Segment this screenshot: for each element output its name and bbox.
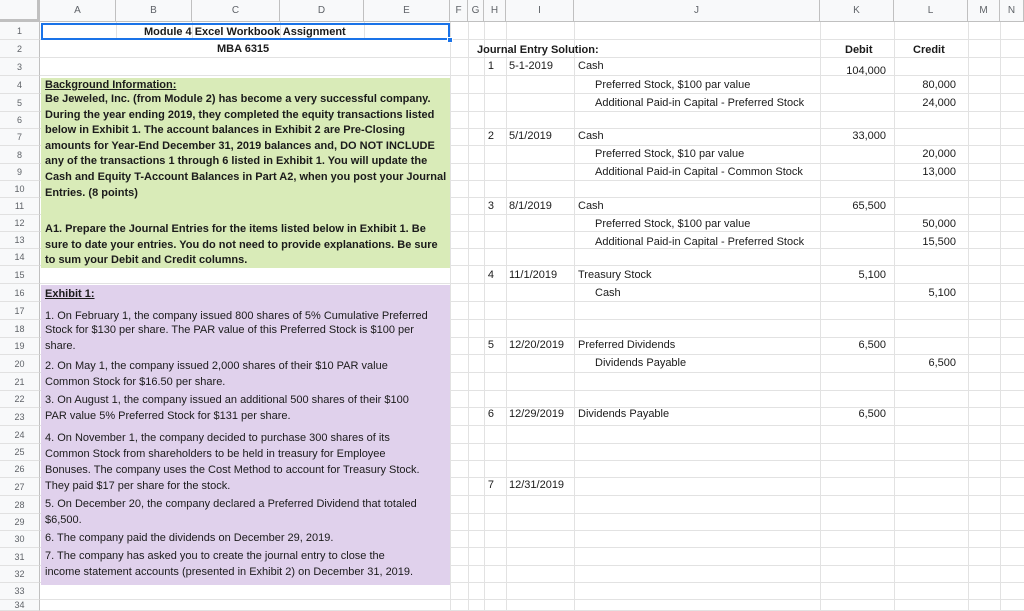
exhibit-line: Common Stock from shareholders to be held in treasury for Employee (45, 448, 386, 460)
column-header-i[interactable]: I (506, 0, 574, 22)
debit-amount: 33,000 (852, 130, 886, 142)
exhibit-line: 3. On August 1, the company issued an additional 500 shares of their $100 (45, 394, 409, 406)
column-header-a[interactable]: A (40, 0, 116, 22)
debit-account: Dividends Payable (578, 408, 670, 420)
background-line: any of the transactions 1 through 6 listed in Exhibit 1. You will update the (45, 155, 428, 168)
entry-number: 7 (487, 479, 494, 491)
a1-line: A1. Prepare the Journal Entries for the items listed below in Exhibit 1. Be (45, 223, 426, 235)
row-header-28[interactable]: 28 (0, 496, 40, 514)
row-header-2[interactable]: 2 (0, 40, 40, 58)
grid-vline (574, 22, 575, 611)
credit-account: Cash (595, 287, 621, 299)
entry-date: 5-1-2019 (509, 60, 554, 72)
exhibit-line: PAR value 5% Preferred Stock for $131 per share. (45, 410, 291, 422)
background-line: During the year ending 2019, they completed the equity transactions listed (45, 108, 435, 121)
credit-amount: 13,000 (922, 166, 956, 178)
debit-amount: 6,500 (858, 408, 886, 420)
row-header-15[interactable]: 15 (0, 266, 40, 284)
credit-amount: 20,000 (922, 148, 956, 160)
grid-vline (968, 22, 969, 611)
row-header-12[interactable]: 12 (0, 215, 40, 232)
credit-account: Preferred Stock, $100 par value (595, 79, 751, 91)
exhibit-line: 1. On February 1, the company issued 800 shares of 5% Cumulative Preferred (45, 310, 428, 322)
credit-account: Preferred Stock, $10 par value (595, 148, 745, 160)
background-line: Entries. (8 points) (45, 186, 138, 199)
column-header-e[interactable]: E (364, 0, 450, 22)
row-header-31[interactable]: 31 (0, 548, 40, 566)
row-header-34[interactable]: 34 (0, 600, 40, 611)
sheet-subtitle: MBA 6315 (217, 43, 270, 55)
row-header-7[interactable]: 7 (0, 129, 40, 146)
column-header-c[interactable]: C (192, 0, 280, 22)
entry-number: 1 (487, 60, 494, 72)
debit-header: Debit (845, 44, 873, 56)
row-header-19[interactable]: 19 (0, 338, 40, 355)
credit-account: Preferred Stock, $100 par value (595, 218, 751, 230)
column-header-n[interactable]: N (1000, 0, 1024, 22)
entry-date: 12/29/2019 (509, 408, 565, 420)
row-header-6[interactable]: 6 (0, 112, 40, 129)
credit-amount: 6,500 (928, 357, 956, 369)
a1-line: to sum your Debit and Credit columns. (45, 254, 248, 267)
row-header-27[interactable]: 27 (0, 478, 40, 496)
entry-number: 3 (487, 200, 494, 212)
exhibit-line: $6,500. (45, 514, 82, 526)
exhibit-line: Bonuses. The company uses the Cost Method to account for Treasury Stock. (45, 464, 420, 476)
entry-number: 6 (487, 408, 494, 420)
exhibit-line: 4. On November 1, the company decided to purchase 300 shares of its (45, 432, 390, 444)
row-header-26[interactable]: 26 (0, 461, 40, 478)
row-header-16[interactable]: 16 (0, 284, 40, 302)
column-header-j[interactable]: J (574, 0, 820, 22)
debit-account: Cash (578, 130, 604, 142)
background-line: below in Exhibit 1. The account balances in Exhibit 2 are Pre-Closing (45, 124, 406, 137)
sheet-title: Module 4 Excel Workbook Assignment (144, 26, 346, 38)
column-header-b[interactable]: B (116, 0, 192, 22)
row-header-4[interactable]: 4 (0, 76, 40, 94)
row-header-17[interactable]: 17 (0, 302, 40, 320)
debit-account: Cash (578, 200, 604, 212)
exhibit-line: Common Stock for $16.50 per share. (45, 376, 226, 388)
grid-vline (820, 22, 821, 611)
row-header-24[interactable]: 24 (0, 426, 40, 444)
row-header-10[interactable]: 10 (0, 181, 40, 198)
background-line: amounts for Year-End December 31, 2019 balances and, DO NOT INCLUDE (45, 139, 435, 152)
row-header-11[interactable]: 11 (0, 198, 40, 215)
exhibit-line: Stock for $130 per share. The PAR value of this Preferred Stock is $100 per (45, 324, 414, 336)
column-header-f[interactable]: F (450, 0, 468, 22)
entry-date: 12/20/2019 (509, 339, 565, 351)
column-header-d[interactable]: D (280, 0, 364, 22)
debit-account: Cash (578, 60, 604, 72)
select-all-corner[interactable] (0, 0, 40, 22)
credit-account: Additional Paid-in Capital - Common Stock (595, 166, 803, 178)
background-heading: Background Information: (45, 79, 177, 91)
entry-date: 5/1/2019 (509, 130, 552, 142)
exhibit-line: income statement accounts (presented in Exhibit 2) on December 31, 2019. (45, 566, 414, 578)
row-header-20[interactable]: 20 (0, 355, 40, 373)
credit-amount: 15,500 (922, 236, 956, 248)
column-header-g[interactable]: G (468, 0, 484, 22)
fill-handle[interactable] (447, 37, 453, 43)
a1-line: sure to date your entries. You do not need to provide explanations. Be sure (45, 238, 438, 251)
grid-hline (40, 283, 1024, 284)
grid-hline (40, 599, 1024, 600)
exhibit-line: 5. On December 20, the company declared a Preferred Dividend that totaled (45, 498, 417, 510)
exhibit-heading: Exhibit 1: (45, 288, 95, 300)
grid-vline (1000, 22, 1001, 611)
row-header-1[interactable]: 1 (0, 22, 40, 40)
row-header-3[interactable]: 3 (0, 58, 40, 76)
grid-vline (484, 22, 485, 611)
row-header-22[interactable]: 22 (0, 391, 40, 408)
exhibit-line: 2. On May 1, the company issued 2,000 shares of their $10 PAR value (45, 360, 388, 372)
row-header-8[interactable]: 8 (0, 146, 40, 164)
row-header-32[interactable]: 32 (0, 566, 40, 583)
background-line: Be Jeweled, Inc. (from Module 2) has become a very successful company. (45, 93, 431, 105)
row-header-21[interactable]: 21 (0, 373, 40, 391)
entry-number: 4 (487, 269, 494, 281)
entry-date: 11/1/2019 (509, 269, 558, 281)
exhibit-line: 7. The company has asked you to create the journal entry to close the (45, 550, 385, 562)
credit-header: Credit (913, 44, 945, 56)
row-header-33[interactable]: 33 (0, 583, 40, 600)
credit-account: Additional Paid-in Capital - Preferred Stock (595, 236, 805, 248)
journal-heading: Journal Entry Solution: (477, 44, 599, 56)
row-header-23[interactable]: 23 (0, 408, 40, 426)
entry-date: 8/1/2019 (509, 200, 552, 212)
background-line: Cash and Equity T-Account Balances in Part A2, when you post your Journal (45, 171, 447, 183)
entry-number: 5 (487, 339, 494, 351)
debit-amount: 6,500 (858, 339, 886, 351)
debit-amount: 5,100 (858, 269, 886, 281)
row-header-18[interactable]: 18 (0, 320, 40, 338)
credit-account: Dividends Payable (595, 357, 687, 369)
credit-amount: 50,000 (922, 218, 956, 230)
credit-amount: 80,000 (922, 79, 956, 91)
column-header-l[interactable]: L (894, 0, 968, 22)
debit-amount: 104,000 (846, 65, 886, 77)
exhibit-line: 6. The company paid the dividends on December 29, 2019. (45, 532, 334, 544)
grid-vline (468, 22, 469, 611)
column-header-k[interactable]: K (820, 0, 894, 22)
debit-amount: 65,500 (852, 200, 886, 212)
credit-amount: 5,100 (928, 287, 956, 299)
credit-account: Additional Paid-in Capital - Preferred Stock (595, 97, 805, 109)
row-header-9[interactable]: 9 (0, 164, 40, 181)
exhibit-line: They paid $17 per share for the stock. (45, 480, 231, 492)
entry-number: 2 (487, 130, 494, 142)
column-header-h[interactable]: H (484, 0, 506, 22)
row-header-14[interactable]: 14 (0, 249, 40, 266)
grid-vline (506, 22, 507, 611)
credit-amount: 24,000 (922, 97, 956, 109)
row-header-13[interactable]: 13 (0, 232, 40, 249)
row-header-5[interactable]: 5 (0, 94, 40, 112)
column-header-m[interactable]: M (968, 0, 1000, 22)
debit-account: Preferred Dividends (578, 339, 676, 351)
debit-account: Treasury Stock (578, 269, 652, 281)
entry-date: 12/31/2019 (509, 479, 565, 491)
row-header-29[interactable]: 29 (0, 514, 40, 531)
grid-vline (450, 22, 451, 611)
row-header-25[interactable]: 25 (0, 444, 40, 461)
exhibit-line: share. (45, 340, 76, 352)
row-header-30[interactable]: 30 (0, 531, 40, 548)
